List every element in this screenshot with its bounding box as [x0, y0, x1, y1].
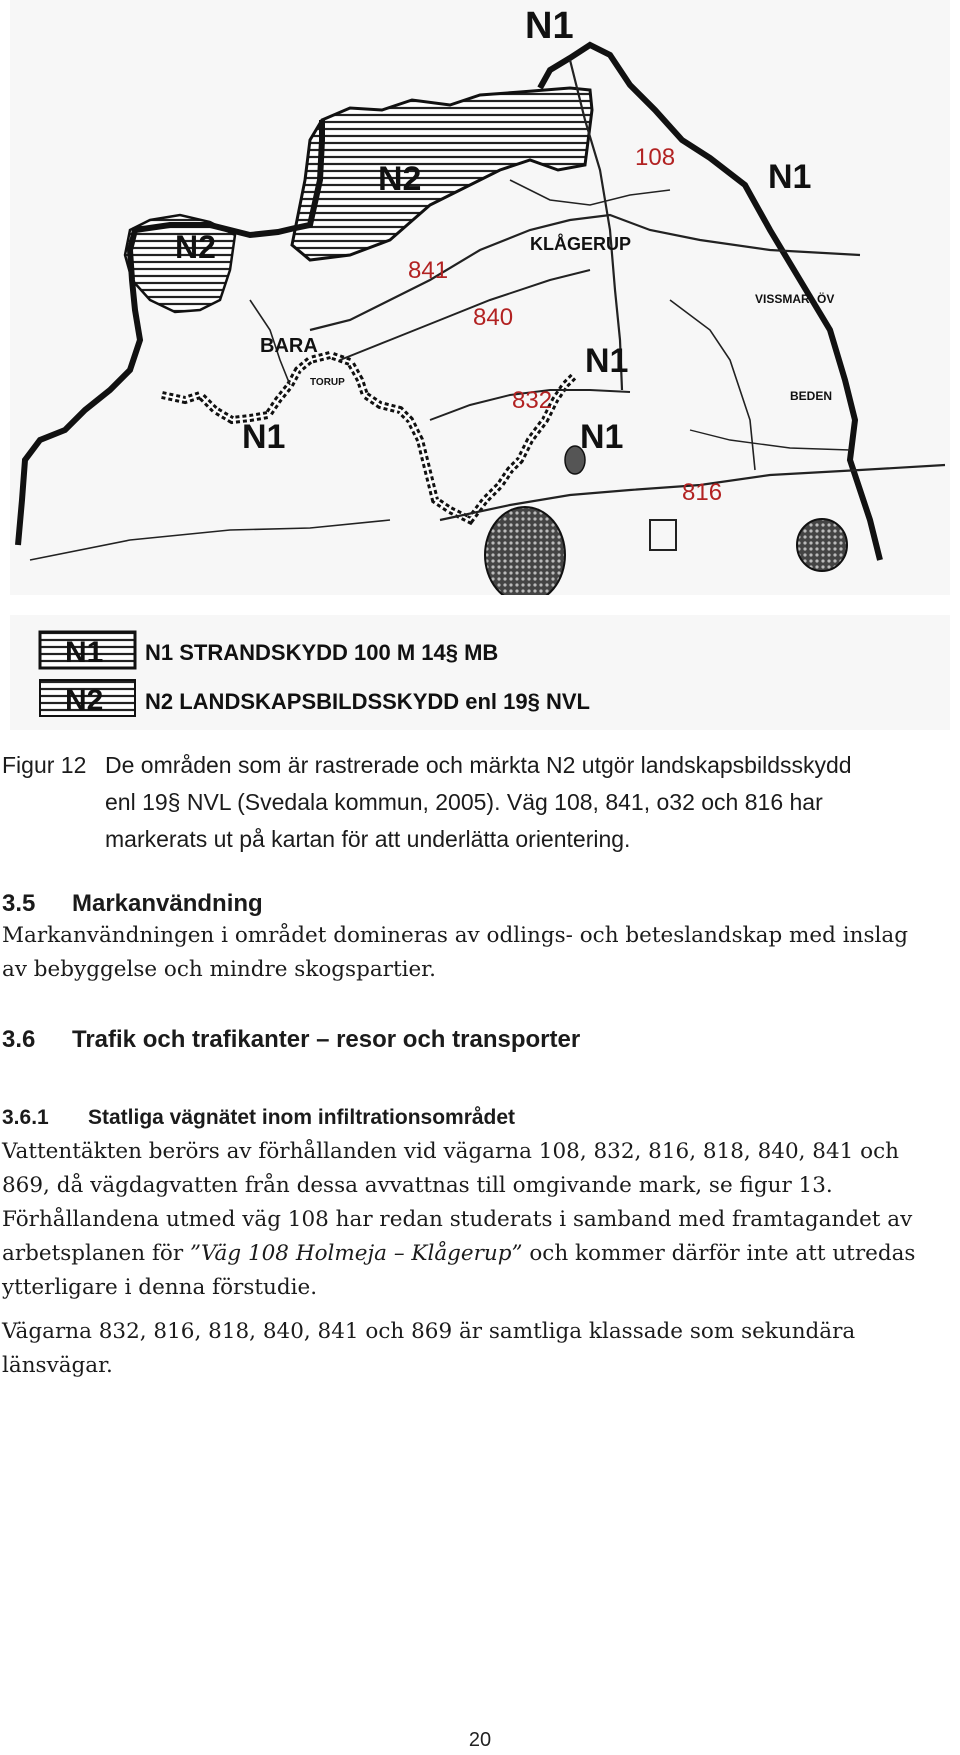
- road-number-108: 108: [635, 144, 676, 171]
- map-figure: [10, 0, 950, 730]
- text-run: arbetsplanen för: [2, 1241, 190, 1266]
- caption-line: De områden som är rastrerade och märkta N2 utgör landskapsbildsskydd: [105, 752, 852, 778]
- zone-label-n1-bottom-left: N1: [242, 418, 286, 456]
- caption-text: [105, 747, 925, 858]
- caption-label: Figur 12: [2, 752, 87, 778]
- paragraph-line: Vattentäkten berörs av förhållanden vid vägarna 108, 832, 816, 818, 840, 841 och: [2, 1139, 900, 1164]
- road-project-title: ”Väg 108 Holmeja – Klågerup”: [189, 1241, 523, 1266]
- legend-text-n1: N1 STRANDSKYDD 100 M 14§ MB: [145, 640, 499, 665]
- caption-line: enl 19§ NVL (Svedala kommun, 2005). Väg 108, 841, o32 och 816 har: [105, 789, 823, 815]
- paragraph-line: länsvägar.: [2, 1353, 113, 1378]
- road-number-832: 832: [512, 387, 553, 414]
- paragraph-line: av bebyggelse och mindre skogspartier.: [2, 957, 436, 982]
- zone-label-n1-center-b: N1: [580, 418, 624, 456]
- legend-symbol-n2: N2: [65, 684, 104, 717]
- heading-number: 3.6.1: [2, 1106, 49, 1129]
- heading-3-6: [2, 1026, 580, 1054]
- heading-title: Trafik och trafikanter – resor och transporter: [72, 1026, 581, 1053]
- heading-number: 3.6: [2, 1026, 36, 1053]
- place-label-vissmarlov: VISSMARLÖV: [755, 292, 835, 306]
- text-run: och kommer därför inte att utredas: [522, 1241, 916, 1266]
- heading-3-6-1: [2, 1106, 515, 1130]
- heading-title: Statliga vägnätet inom infiltrationsområdet: [88, 1106, 516, 1129]
- legend-text-n2: N2 LANDSKAPSBILDSSKYDD enl 19§ NVL: [145, 689, 590, 714]
- place-label-klagerup: KLÅGERUP: [530, 234, 632, 254]
- paragraph-3-6-1-a: [2, 1135, 957, 1305]
- place-label-beden: BEDEN: [790, 389, 833, 403]
- page-number: 20: [468, 1729, 492, 1751]
- paragraph-line: 869, då vägdagvatten från dessa avvattnas till omgivande mark, se figur 13.: [2, 1173, 833, 1198]
- heading-title: Markanvändning: [72, 890, 263, 917]
- caption-line: markerats ut på kartan för att underlätta orientering.: [105, 826, 631, 852]
- paragraph-3-6-1-b: [2, 1315, 957, 1383]
- paragraph-line: Vägarna 832, 816, 818, 840, 841 och 869 är samtliga klassade som sekundära: [2, 1319, 856, 1344]
- protection-zones-map: [10, 0, 950, 730]
- settlement-east: [797, 519, 847, 571]
- paragraph-line: Markanvändningen i området domineras av odlings- och beteslandskap med inslag: [2, 923, 908, 948]
- zone-label-n1-top: N1: [525, 5, 574, 47]
- paragraph-line: [2, 1237, 957, 1271]
- paragraph-line: ytterligare i denna förstudie.: [2, 1275, 318, 1300]
- road-number-816: 816: [682, 479, 723, 506]
- paragraph-3-5: [2, 919, 957, 987]
- place-label-bara: BARA: [260, 335, 318, 357]
- zone-label-n2-center: N2: [378, 160, 422, 198]
- zone-label-n1-center-a: N1: [585, 342, 629, 380]
- road-number-840: 840: [473, 304, 514, 331]
- heading-number: 3.5: [2, 890, 36, 917]
- zone-label-n1-right: N1: [768, 158, 812, 196]
- road-number-841: 841: [408, 257, 449, 284]
- heading-3-5: [2, 890, 263, 918]
- paragraph-line: Förhållandena utmed väg 108 har redan studerats i samband med framtagandet av: [2, 1207, 913, 1232]
- zone-label-n2-left: N2: [175, 229, 216, 265]
- legend-symbol-n1: N1: [65, 636, 104, 669]
- map-gap: [10, 595, 950, 615]
- settlement-south: [485, 507, 565, 603]
- place-label-torup: TORUP: [310, 377, 345, 388]
